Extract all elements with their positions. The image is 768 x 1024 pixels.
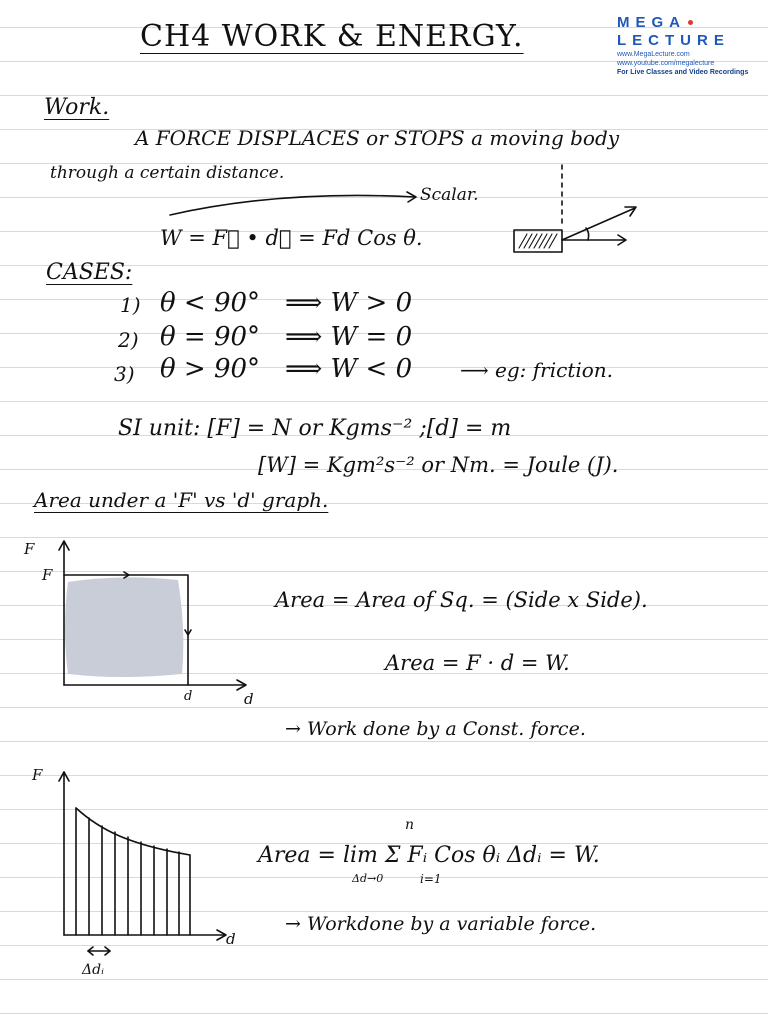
work-definition-line1: A FORCE DISPLACES or STOPS a moving body: [135, 126, 620, 150]
angle-arc: [586, 228, 589, 240]
case-3-condition: θ > 90°: [160, 354, 261, 384]
sum-upper-limit: n: [405, 817, 415, 833]
case-3-note: ⟶ eg: friction.: [460, 358, 614, 382]
si-units-line2: [W] = Kgm²s⁻² or Nm. = Joule (J).: [258, 453, 619, 477]
graph1-y-value-label: F: [42, 566, 53, 584]
block-diagram: [514, 165, 636, 252]
force-curve: [76, 808, 190, 855]
page-title: CH4 WORK & ENERGY.: [140, 19, 524, 54]
graph2-interval-label: Δdᵢ: [82, 962, 104, 978]
variable-force-graph: [59, 772, 226, 955]
logo-word-mega: MEGA: [617, 14, 762, 32]
logo-tagline: For Live Classes and Video Recordings: [617, 69, 749, 76]
work-formula: W = F⃗ • d⃗ = Fd Cos θ.: [160, 226, 423, 250]
graph-heading: Area under a 'F' vs 'd' graph.: [34, 488, 329, 512]
graph1-x-value-label: d: [184, 689, 193, 704]
case-2-label: 2): [118, 328, 139, 352]
case-2-result: ⟹ W = 0: [285, 322, 413, 352]
work-heading: Work.: [44, 95, 110, 120]
block-hatching: [519, 234, 557, 248]
si-units-line1: SI unit: [F] = N or Kgms⁻² ;[d] = m: [118, 416, 512, 441]
lim-subscript: Δd→0: [352, 872, 384, 885]
area-sum-formula: Area = lim Σ Fᵢ Cos θᵢ Δdᵢ = W.: [258, 843, 600, 868]
force-arrow: [562, 208, 635, 240]
constant-force-graph: [59, 541, 246, 690]
graph1-y-axis-label: F: [24, 540, 35, 558]
case-1-label: 1): [120, 293, 141, 317]
graph2-y-axis-label: F: [32, 766, 43, 784]
logo-url-website: www.MegaLecture.com: [617, 51, 690, 58]
logo-word-lecture: LECTURE: [617, 32, 730, 49]
case-2-condition: θ = 90°: [160, 322, 261, 352]
area-fd-line: Area = F · d = W.: [385, 651, 570, 675]
case-1-result: ⟹ W > 0: [285, 288, 413, 318]
variable-force-note: → Workdone by a variable force.: [285, 913, 597, 935]
scalar-label: Scalar.: [420, 185, 479, 205]
case-3-result: ⟹ W < 0: [285, 354, 413, 384]
graph1-x-axis-label: d: [244, 690, 254, 708]
sum-lower-limit: i=1: [420, 872, 442, 886]
area-square-line: Area = Area of Sq. = (Side x Side).: [275, 588, 648, 612]
scalar-curve-arrow: [170, 195, 415, 215]
cases-heading: CASES:: [46, 260, 133, 285]
constant-force-note: → Work done by a Const. force.: [285, 718, 586, 740]
graph2-x-axis-label: d: [226, 930, 236, 948]
strip-lines: [76, 808, 190, 935]
logo-url-youtube: www.youtube.com/megalecture: [617, 60, 715, 67]
work-definition-line2: through a certain distance.: [50, 163, 285, 183]
case-1-condition: θ < 90°: [160, 288, 261, 318]
case-3-label: 3): [114, 362, 135, 386]
shaded-area: [65, 577, 183, 677]
